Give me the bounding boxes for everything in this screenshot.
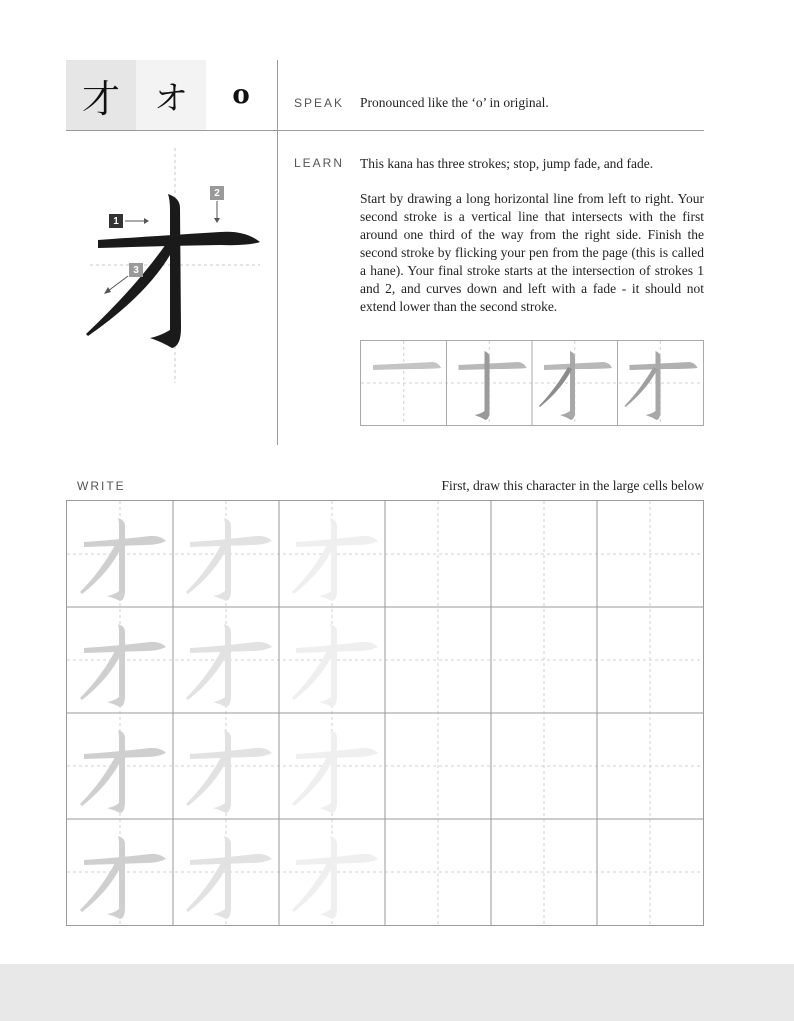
trace-glyph <box>292 624 378 707</box>
header-romaji-cell <box>206 60 276 130</box>
stroke-sequence-svg <box>361 341 703 425</box>
stroke-sequence <box>360 340 704 426</box>
learn-label: LEARN <box>294 156 345 170</box>
stroke-diagram-svg <box>80 148 270 383</box>
hiragana-glyph: 才 <box>81 76 120 121</box>
vertical-divider <box>277 60 278 445</box>
trace-glyph <box>186 836 272 919</box>
trace-glyph <box>292 836 378 919</box>
practice-grid-svg <box>67 501 703 925</box>
trace-glyph <box>186 730 272 813</box>
trace-glyph <box>186 518 272 601</box>
trace-glyph <box>80 518 166 601</box>
speak-text: Pronounced like the ‘o’ in original. <box>360 95 549 110</box>
stroke-number-1: 1 <box>109 214 123 228</box>
stroke-number-2: 2 <box>210 186 224 200</box>
write-instruction: First, draw this character in the large cells below <box>441 478 704 493</box>
speak-label: SPEAK <box>294 96 345 110</box>
header-katakana-cell <box>136 60 206 130</box>
header-divider <box>66 130 704 131</box>
header-hiragana-cell <box>66 60 136 130</box>
stroke-diagram <box>80 148 270 383</box>
trace-glyph <box>80 624 166 707</box>
write-label: WRITE <box>77 479 126 493</box>
learn-intro: This kana has three strokes; stop, jump fade, and fade. <box>360 156 654 171</box>
trace-glyph <box>292 518 378 601</box>
katakana-glyph: オ <box>154 78 188 119</box>
trace-glyph <box>80 730 166 813</box>
romaji-glyph: o <box>232 80 250 110</box>
trace-glyph <box>186 624 272 707</box>
learn-description: Start by drawing a long horizontal line from left to right. Your second stroke is a vertical line that intersects with the first around one third of the way from the right side. Finish the second stroke by flicking your pen from the page (this is called a hane). Your final stroke starts at the intersection of strokes 1 and 2, and curves down and left with a fade - it should not extend lower than the second stroke. <box>360 191 704 314</box>
trace-glyph <box>292 730 378 813</box>
trace-glyph <box>80 836 166 919</box>
practice-grid <box>66 500 704 926</box>
footer-band <box>0 964 794 1021</box>
stroke-number-3: 3 <box>129 263 143 277</box>
